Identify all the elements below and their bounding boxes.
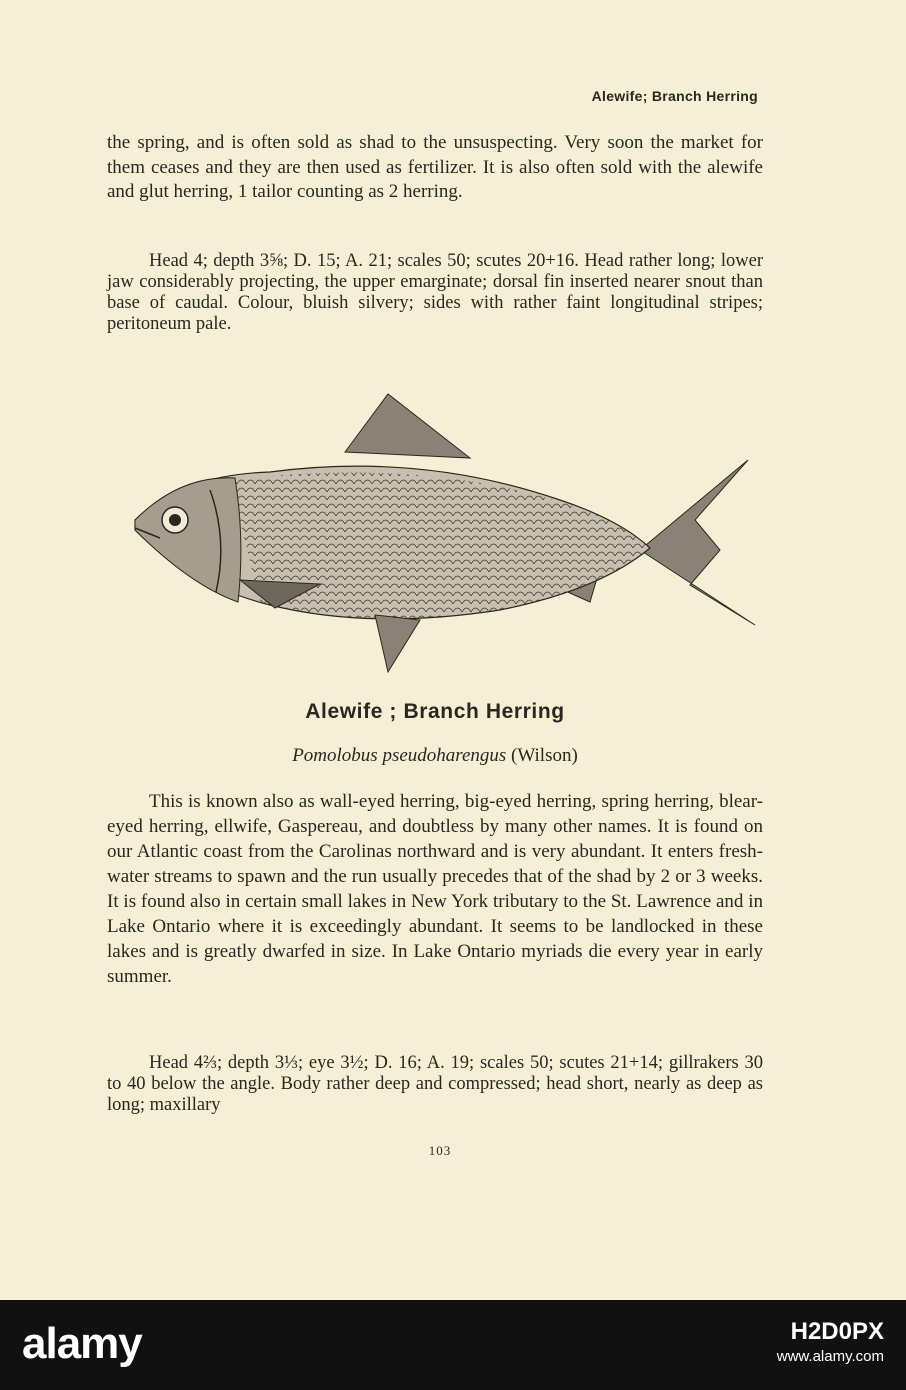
stock-footer bbox=[0, 1300, 906, 1390]
paragraph-text: This is known also as wall-eyed herring, big-eyed herring, spring herring, blear-eyed herring, ellwife, Gaspereau, and doubtless by many other names. It is found on our Atlantic coast from the Carolinas northward and is very abundant. It enters fresh-water streams to spawn and the run usually precedes that of the shad by 2 or 3 weeks. It is found also in certain small lakes in New York tributary to the St. Lawrence and in Lake Ontario where it is exceedingly abundant. It seems to be landlocked in these lakes and is greatly dwarfed in size. In Lake Ontario myriads die every year in early summer. bbox=[107, 791, 763, 987]
paragraph-text: the spring, and is often sold as shad to the unsuspecting. Very soon the market for them ceases and they are then used as fertilizer. It is also often sold with the alewife and glut herring, 1 tailor counting as 2 herring. bbox=[107, 132, 763, 202]
paragraph-text: Head 4⅔; depth 3⅓; eye 3½; D. 16; A. 19; scales 50; scutes 21+14; gillrakers 30 to 40 below the angle. Body rather deep and compressed; head short, nearly as deep as long; maxillary bbox=[107, 1053, 763, 1115]
dorsal-fin bbox=[345, 394, 470, 458]
site-url: www.alamy.com bbox=[776, 1348, 884, 1365]
species-account bbox=[107, 789, 763, 989]
author: (Wilson) bbox=[506, 745, 578, 766]
pelvic-fin bbox=[375, 615, 420, 672]
running-head: Alewife; Branch Herring bbox=[591, 88, 758, 104]
alamy-logo: alamy bbox=[22, 1319, 142, 1368]
species-description-tailor bbox=[107, 251, 763, 335]
alewife-illustration bbox=[120, 380, 760, 680]
paragraph-continued bbox=[107, 131, 763, 205]
caudal-fin bbox=[640, 460, 755, 625]
image-id: H2D0PX bbox=[790, 1318, 884, 1345]
page-number: 103 bbox=[428, 1143, 452, 1158]
scientific-name: Pomolobus pseudoharengus bbox=[292, 745, 507, 766]
paragraph-text: Head 4; depth 3⅝; D. 15; A. 21; scales 50; scutes 20+16. Head rather long; lower jaw considerably projecting, the upper emarginate; dorsal fin inserted nearer snout than base of caudal. Colour, bluish silvery; sides with rather faint longitudinal stripes; peritoneum pale. bbox=[107, 251, 763, 334]
species-title: Alewife ; Branch Herring bbox=[305, 700, 565, 723]
image-credit bbox=[777, 1318, 884, 1368]
scientific-name-line bbox=[0, 745, 870, 767]
species-description bbox=[107, 1053, 763, 1116]
